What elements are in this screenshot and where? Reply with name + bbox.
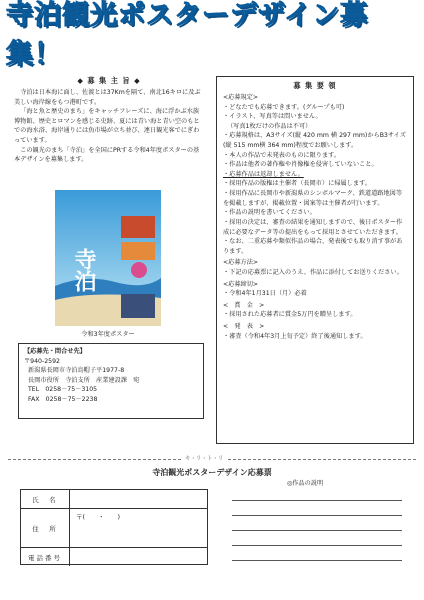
method-text: ・下記の応募票に記入のうえ、作品に添付してお送りください。 xyxy=(223,268,403,276)
section-deadline-title: <応募締切> xyxy=(223,280,259,288)
section-method-title: <応募方法> xyxy=(223,259,259,267)
purpose-paragraph-3: この観光のまち「寺泊」を全国にPRする令和4年度ポスターの基本デザインを募集します。 xyxy=(14,146,200,164)
address-field[interactable] xyxy=(70,509,207,547)
rule-item: ・応募規格は、A3サイズ(縦 420 mm 横 297 mm)からB3サイズ(縦 515 mm横 364 mm)程度でお願いします。 xyxy=(223,132,406,150)
address-row xyxy=(21,509,207,548)
announce-text: ・審査（令和4年3月上旬予定）終了後通知します。 xyxy=(223,332,367,340)
contact-zip: 〒940-2592 xyxy=(24,357,60,365)
entry-form-table xyxy=(20,489,208,565)
section-prize-title: < 賞 金 > xyxy=(223,301,265,309)
address-label: 住 所 xyxy=(21,509,70,547)
deadline-text: ・令和4年1月31日（月）必着 xyxy=(223,290,307,298)
name-field[interactable] xyxy=(70,490,207,508)
purpose-paragraph-1: 寺泊は日本海に面し、佐渡とは37Kmを隔て、南北16キロに及ぶ美しい海岸線をもつ港町です。 xyxy=(14,89,201,106)
zip-mark: 〒( ・ ) xyxy=(76,513,121,521)
rule-item: ・なお、二重応募や類似作品の場合、発表後でも取り消す事があります。 xyxy=(223,238,403,255)
cut-line-label: キ・リ・ト・リ xyxy=(182,454,227,462)
section-rules-title: <応募規定> xyxy=(223,94,259,101)
name-label: 氏 名 xyxy=(21,490,70,508)
description-line xyxy=(232,500,402,501)
phone-label: 電話番号 xyxy=(21,548,70,566)
description-lines[interactable] xyxy=(232,490,402,561)
rule-item: ・作品は他者の著作権や肖像権を侵害していないこと。 xyxy=(223,161,378,169)
guidelines-heading: 募 集 要 領 xyxy=(293,81,337,90)
contact-box xyxy=(18,343,204,419)
name-row xyxy=(21,490,207,509)
purpose-paragraph-2: 「海と魚と歴史のまち」をキャッチフレーズに、海に浮かぶ水族博物館、歴史とロマンを感じる史跡、夏には青い海と青い空のもとでの海水浴、海岸通りには魚市場が立ち並び、連日観光客でにぎわっています。 xyxy=(14,108,200,145)
contact-heading: 【応募先・問合せ先】 xyxy=(24,348,86,355)
rule-item: ・作品の説明を書いてください。 xyxy=(223,209,316,217)
rule-item: ・本人の作品で未発表のものに限ります。 xyxy=(223,151,341,159)
section-announce-title: < 発 表 > xyxy=(223,323,265,331)
contact-fax: FAX 0258－75－2238 xyxy=(28,396,98,404)
description-line xyxy=(232,530,402,531)
rule-item: ・採用作品の版権は主催者（長岡市）に帰属します。 xyxy=(223,180,372,188)
phone-row xyxy=(21,548,207,566)
rule-item: ・採用の決定は、審査の結果を通知しますので、後日ポスター作成に必要なデータ等の提出をもって採用とさせていただきます。 xyxy=(223,218,403,236)
purpose-heading: ◆ 募 集 主 旨 ◆ xyxy=(77,76,141,85)
rule-item: （写真1枚だけの作品は不可） xyxy=(227,122,312,130)
rule-item: ・応募作品は返却しません。 xyxy=(223,170,304,178)
description-line xyxy=(232,560,402,561)
description-line xyxy=(232,515,402,516)
form-subtitle: ◎作品の説明 xyxy=(286,480,324,487)
phone-field[interactable] xyxy=(70,548,207,566)
page-title: 寺泊観光ポスターデザイン募集！ xyxy=(6,0,369,70)
rule-item: ・採用作品に長岡市や新潟県のシンボルマーク、鉄道道路地図等を掲載しますが、掲載位置・図案等は主催者が行います。 xyxy=(223,190,403,207)
contact-tel: TEL 0258－75－3105 xyxy=(28,386,98,394)
title-banner xyxy=(6,0,418,70)
poster-image xyxy=(55,190,161,326)
description-line xyxy=(232,545,402,546)
guidelines-box xyxy=(216,76,414,444)
rule-item: ・イラスト、写真等は問いません。 xyxy=(223,113,322,121)
prize-text: ・採用された応募者に賞金5万円を贈呈します。 xyxy=(223,311,357,319)
purpose-section xyxy=(14,76,204,165)
rule-item: ・どなたでも応募できます。(グループも可) xyxy=(223,103,345,111)
contact-address-2: 長岡市役所 寺泊支所 産業建設課 宛 xyxy=(28,376,140,384)
form-title: 寺泊観光ポスターデザイン応募票 xyxy=(152,468,272,477)
poster-title-text: 寺泊 xyxy=(71,248,97,292)
poster-caption: 令和3年度ポスター xyxy=(81,331,135,338)
contact-address-1: 新潟県長岡市寺泊烏帽子平1977-8 xyxy=(28,367,125,375)
